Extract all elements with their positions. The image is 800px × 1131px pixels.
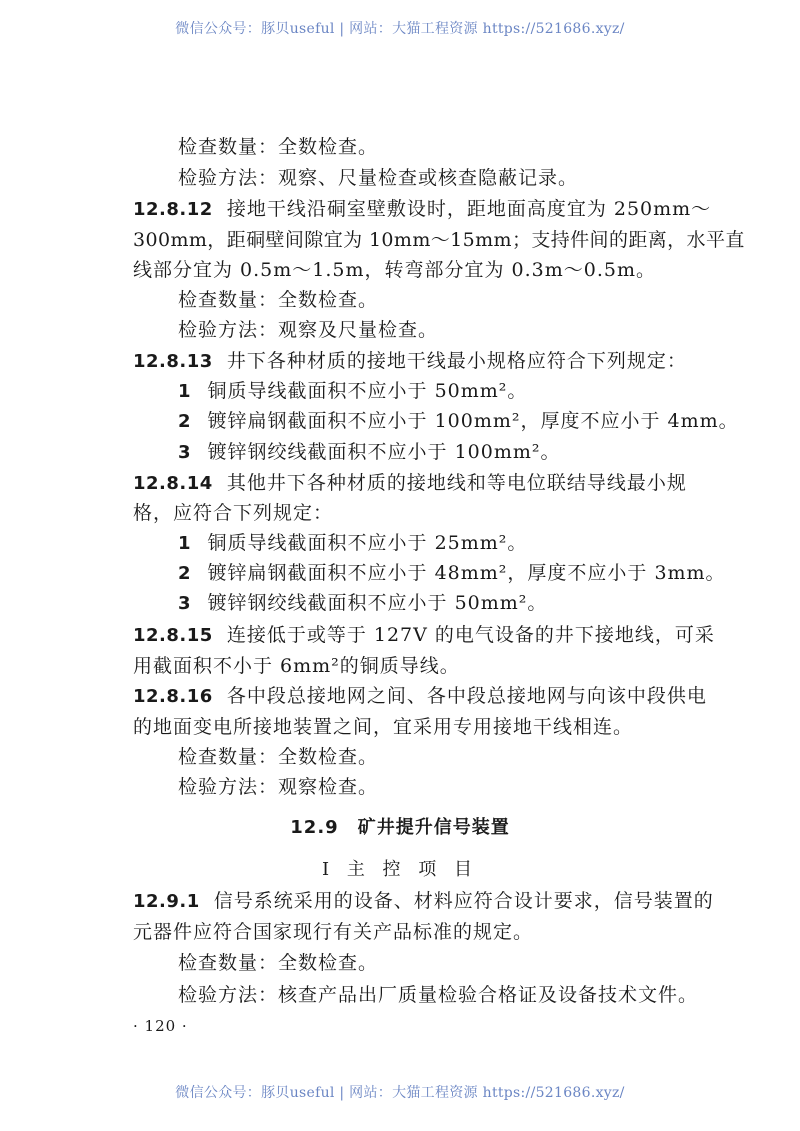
line-text: 检验方法：观察及尺量检查。 [178,319,439,341]
line-text: 用截面积不小于 6mm²的铜质导线。 [133,655,460,677]
text-line [178,166,578,190]
clause-number: 12.8.16 [133,686,213,707]
line-text: 12.9 矿井提升信号装置 [290,817,510,838]
line-text: 铜质导线截面积不应小于 50mm²。 [207,380,528,402]
text-line [178,288,378,312]
text-line [133,471,687,495]
clause-number: 12.8.15 [133,625,213,646]
clause-number: 12.9.1 [133,891,200,912]
text-line [178,775,378,799]
text-line [133,715,633,739]
line-text: 元器件应符合国家现行有关产品标准的规定。 [133,921,534,943]
list-number: 1 [178,533,192,554]
subsection-heading [0,858,800,882]
line-text: 线部分宜为 0.5m～1.5m，转弯部分宜为 0.3m～0.5m。 [133,259,657,281]
line-text: Ⅰ 主 控 项 目 [322,859,478,880]
line-text: 检验方法：观察、尺量检查或核查隐蔽记录。 [178,167,579,189]
clause-number: 12.8.13 [133,351,213,372]
line-text: 各中段总接地网之间、各中段总接地网与向该中段供电 [226,685,707,707]
list-number: 1 [178,381,192,402]
line-text: 的地面变电所接地装置之间，宜采用专用接地干线相连。 [133,716,634,738]
list-number: 3 [178,593,192,614]
watermark-header: 微信公众号：豚贝useful | 网站：大猫工程资源 https://521686.xyz/ [175,21,625,37]
line-text: 镀锌扁钢截面积不应小于 48mm²，厚度不应小于 3mm。 [207,562,726,584]
list-item [178,379,527,403]
text-line [178,318,438,342]
text-line [133,684,707,708]
list-number: 3 [178,442,192,463]
clause-number: 12.8.14 [133,473,213,494]
list-item [178,409,739,433]
text-line [133,228,745,252]
line-text: 连接低于或等于 127V 的电气设备的井下接地线，可采 [226,624,715,646]
line-text: 井下各种材质的接地干线最小规格应符合下列规定： [226,350,687,372]
line-text: 检查数量：全数检查。 [178,952,379,974]
line-text: 检查数量：全数检查。 [178,289,379,311]
list-item [178,591,547,615]
text-line [178,951,378,975]
list-number: 2 [178,563,192,584]
line-text: 格，应符合下列规定： [133,502,334,524]
line-text: 铜质导线截面积不应小于 25mm²。 [207,532,528,554]
watermark-footer: 微信公众号：豚贝useful | 网站：大猫工程资源 https://521686.xyz/ [175,1085,625,1101]
section-heading [0,816,800,840]
text-line [133,197,711,221]
line-text: 其他井下各种材质的接地线和等电位联结导线最小规 [226,472,687,494]
line-text: 镀锌钢绞线截面积不应小于 50mm²。 [207,592,548,614]
text-line [133,920,533,944]
text-line [178,135,378,159]
line-text: 镀锌扁钢截面积不应小于 100mm²，厚度不应小于 4mm。 [207,410,739,432]
line-text: 检查数量：全数检查。 [178,136,379,158]
list-item [178,561,726,585]
text-line [178,983,698,1007]
line-text: 检验方法：核查产品出厂质量检验合格证及设备技术文件。 [178,984,699,1006]
line-text: 检查数量：全数检查。 [178,746,379,768]
text-line [133,501,333,525]
line-text: 信号系统采用的设备、材料应符合设计要求，信号装置的 [213,890,714,912]
list-item [178,531,527,555]
text-line [133,654,460,678]
list-number: 2 [178,411,192,432]
text-line [133,889,714,913]
list-item [178,440,561,464]
line-text: 300mm，距硐壁间隙宜为 10mm～15mm；支持件间的距离，水平直 [133,229,745,251]
text-line [133,258,656,282]
line-text: 接地干线沿硐室壁敷设时，距地面高度宜为 250mm～ [226,198,712,220]
page-number: · 120 · [133,1017,188,1035]
text-line [133,349,687,373]
text-line [178,745,378,769]
line-text: 镀锌钢绞线截面积不应小于 100mm²。 [207,441,561,463]
text-line [133,623,715,647]
line-text: 检验方法：观察检查。 [178,776,379,798]
clause-number: 12.8.12 [133,199,213,220]
